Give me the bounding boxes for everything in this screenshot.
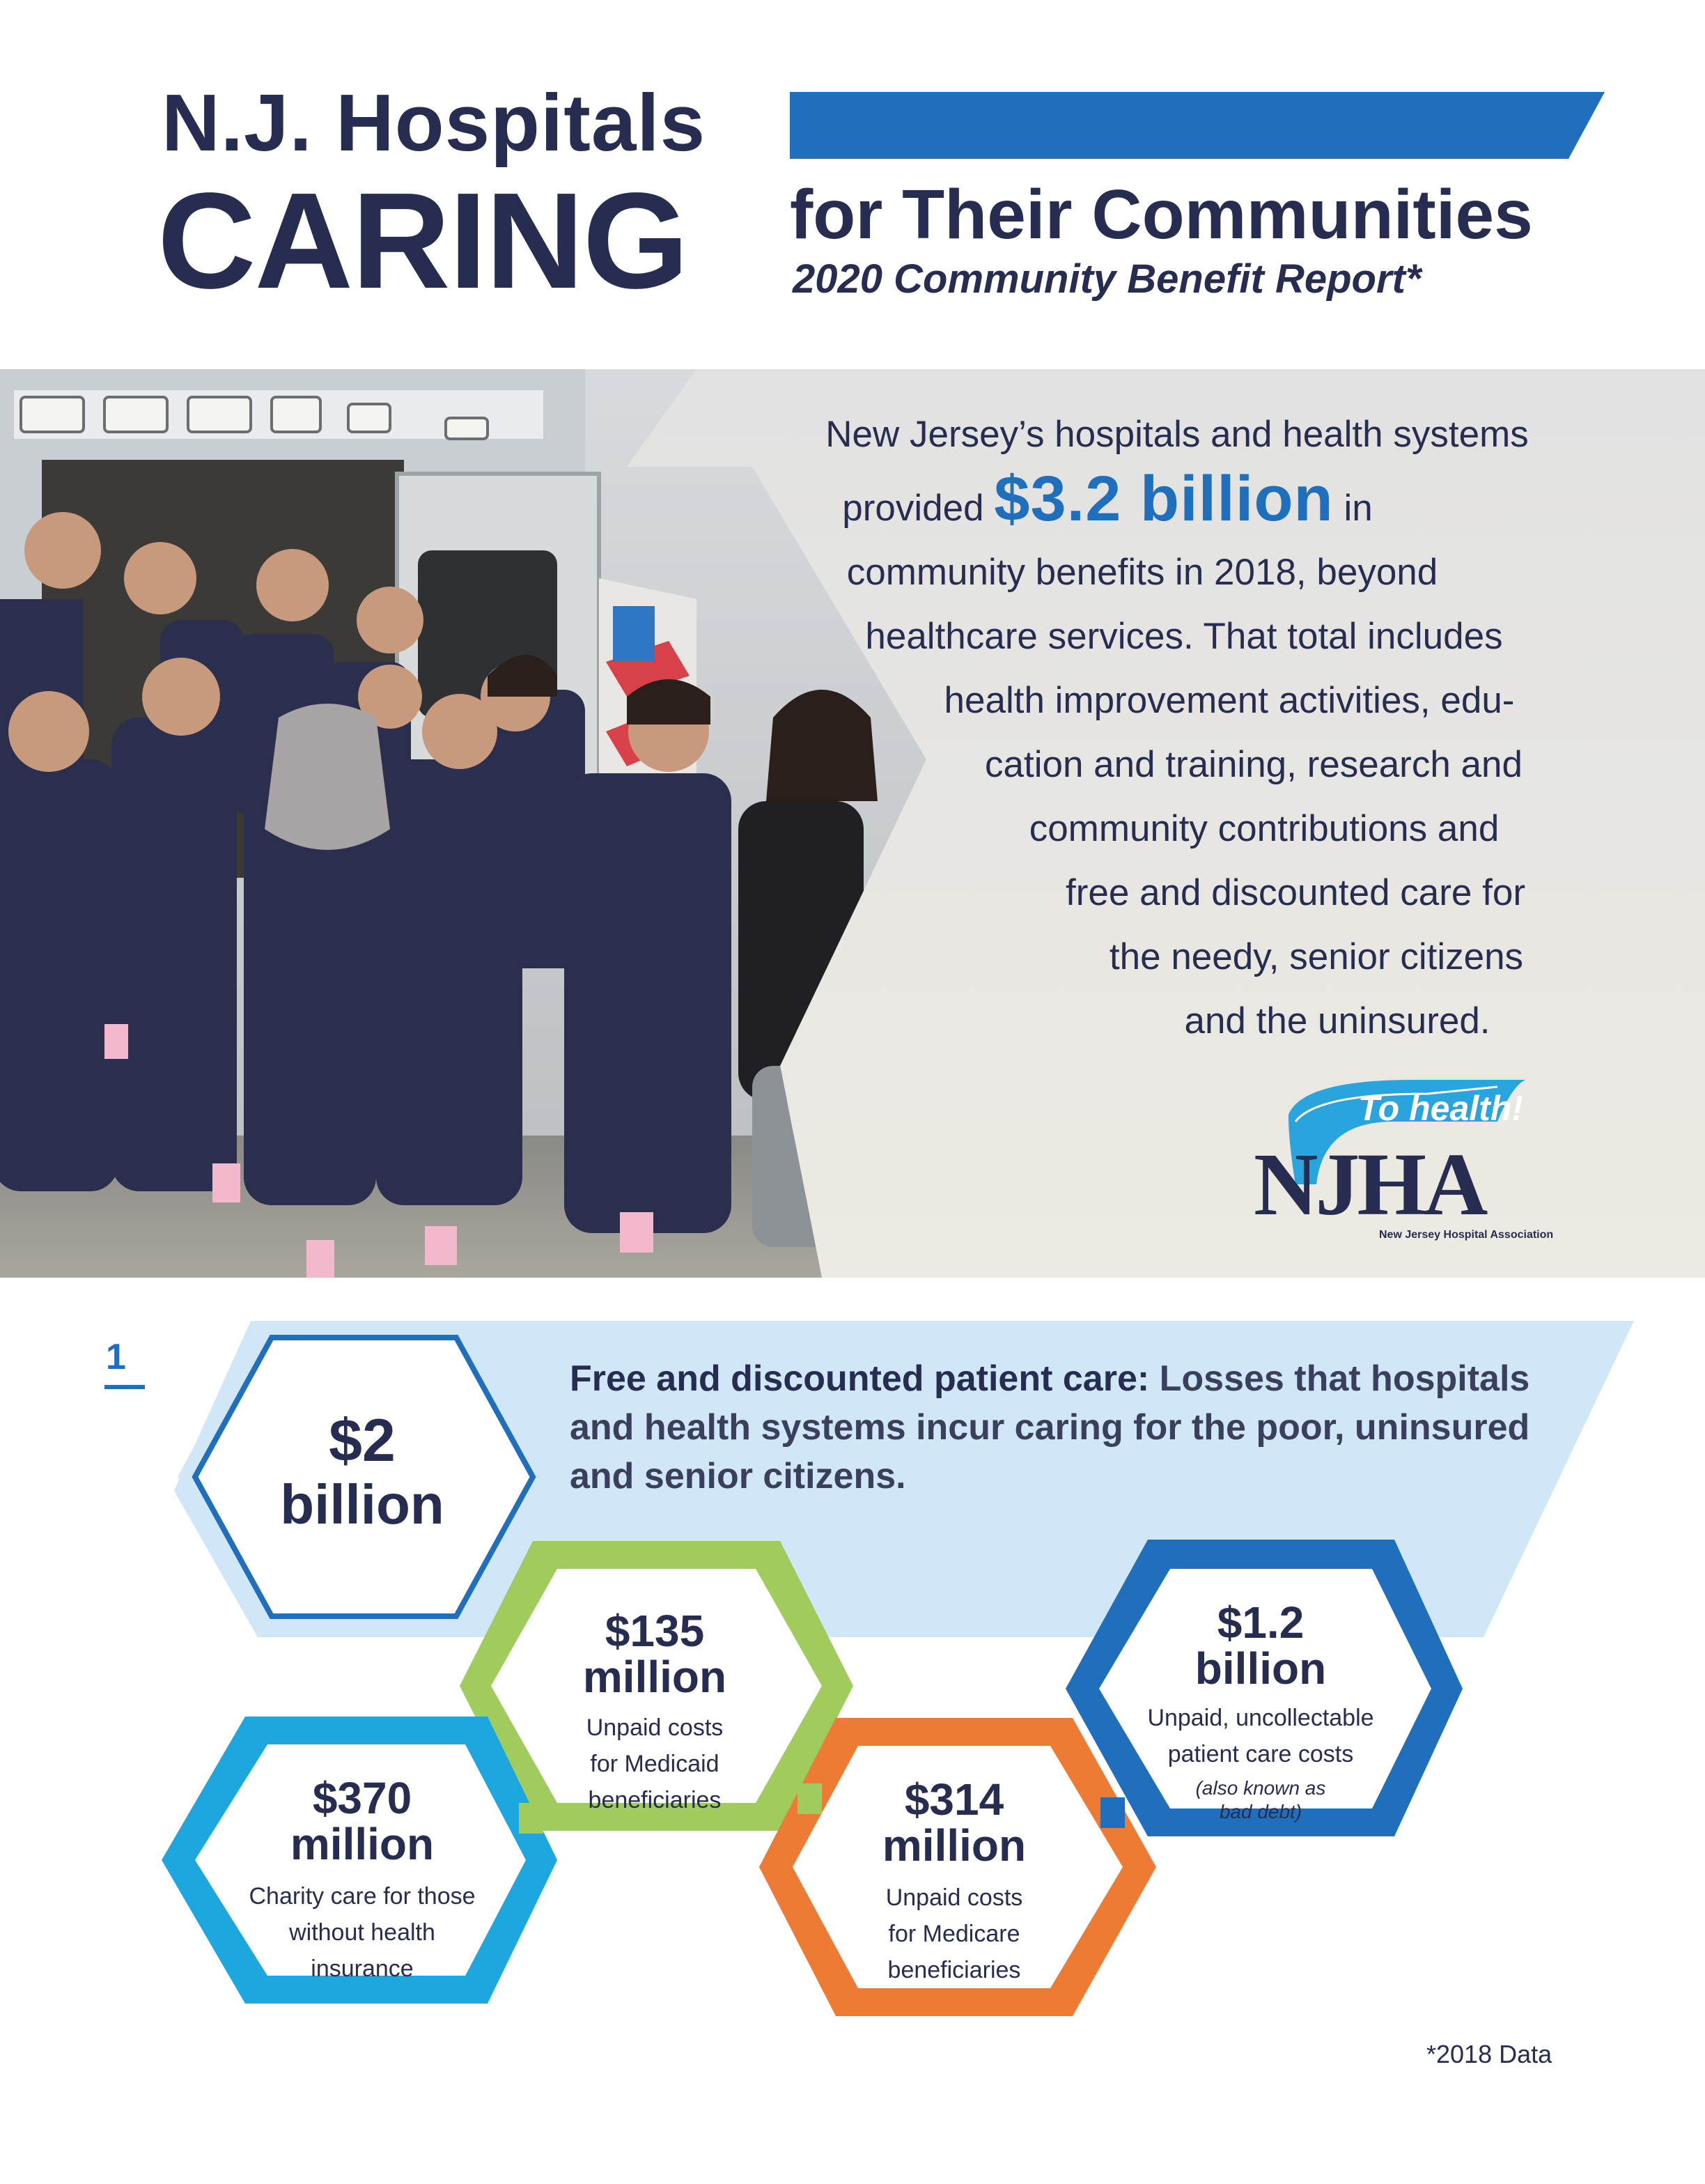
bad-debt-desc-2: patient care costs bbox=[1167, 1741, 1354, 1767]
section-number-underline bbox=[104, 1385, 145, 1389]
intro-in: in bbox=[1344, 488, 1373, 529]
njha-tagline: To health! bbox=[1358, 1089, 1524, 1128]
header-accent-bar bbox=[790, 92, 1605, 159]
charity-care-hex bbox=[216, 1775, 508, 1987]
intro-line-3: community benefits in 2018, beyond bbox=[846, 552, 1438, 593]
charity-care-desc-3: insurance bbox=[311, 1955, 414, 1982]
intro-line-10: and the uninsured. bbox=[1184, 1000, 1490, 1041]
charity-care-amount: $370 bbox=[312, 1773, 412, 1823]
medicaid-unit: million bbox=[582, 1652, 727, 1702]
intro-paragraph bbox=[710, 403, 1616, 1053]
intro-line-1: New Jersey’s hospitals and health systems bbox=[825, 414, 1529, 455]
intro-line-5: health improvement activities, edu- bbox=[944, 680, 1515, 721]
bad-debt-hex bbox=[1114, 1597, 1407, 1824]
intro-line-2 bbox=[599, 463, 1616, 541]
total-amount: $2 bbox=[329, 1407, 396, 1474]
bad-debt-amount: $1.2 bbox=[1217, 1597, 1305, 1648]
title-rest: for Their Communities bbox=[790, 176, 1533, 254]
medicaid-amount: $135 bbox=[605, 1606, 705, 1656]
medicare-unit: million bbox=[882, 1820, 1027, 1871]
section-number: 1 bbox=[106, 1337, 126, 1377]
intro-provided: provided bbox=[842, 488, 984, 529]
bad-debt-unit: billion bbox=[1194, 1643, 1327, 1694]
medicare-desc-1: Unpaid costs bbox=[885, 1884, 1023, 1911]
intro-line-6: cation and training, research and bbox=[985, 744, 1523, 785]
footnote: *2018 Data bbox=[1426, 2040, 1552, 2068]
charity-care-desc-2: without health bbox=[289, 1919, 435, 1946]
medicaid-hex bbox=[515, 1608, 794, 1818]
title-line-1: N.J. Hospitals bbox=[162, 77, 706, 168]
bad-debt-desc-1: Unpaid, uncollectable bbox=[1147, 1705, 1374, 1731]
bad-debt-note-2: bad debt) bbox=[1219, 1801, 1302, 1822]
report-subtitle: 2020 Community Benefit Report* bbox=[793, 256, 1422, 302]
charity-care-desc-1: Charity care for those bbox=[249, 1883, 476, 1910]
intro-total-amount: $3.2 billion bbox=[994, 463, 1334, 534]
medicare-desc-3: beneficiaries bbox=[887, 1957, 1021, 1983]
medicaid-desc-2: for Medicaid bbox=[590, 1751, 719, 1777]
medicare-desc-2: for Medicare bbox=[888, 1921, 1020, 1947]
njha-logo bbox=[1247, 1073, 1554, 1247]
total-hex bbox=[209, 1409, 515, 1537]
intro-line-4: healthcare services. That total includes bbox=[865, 616, 1503, 657]
njha-full-name: New Jersey Hospital Association bbox=[1379, 1229, 1554, 1241]
intro-line-9: the needy, senior citizens bbox=[1109, 936, 1524, 977]
section-1-heading-bold: Free and discounted patient care: bbox=[570, 1358, 1150, 1399]
medicare-amount: $314 bbox=[904, 1774, 1004, 1825]
intro-line-8: free and discounted care for bbox=[1066, 872, 1525, 913]
title-caring: CARING bbox=[157, 164, 688, 317]
section-1-heading bbox=[570, 1354, 1545, 1501]
charity-care-unit: million bbox=[290, 1819, 435, 1869]
njha-name: NJHA bbox=[1254, 1135, 1486, 1234]
section-1-heading-rest: Losses that hospitals and health systems incur caring for the poor, uninsured and senior citizens. bbox=[570, 1358, 1530, 1496]
intro-line-7: community contributions and bbox=[1029, 808, 1500, 849]
total-unit: billion bbox=[280, 1473, 444, 1535]
medicaid-desc-3: beneficiaries bbox=[588, 1787, 722, 1813]
bad-debt-note-1: (also known as bbox=[1195, 1777, 1326, 1799]
medicaid-desc-1: Unpaid costs bbox=[586, 1714, 724, 1741]
medicare-hex bbox=[815, 1776, 1093, 1988]
